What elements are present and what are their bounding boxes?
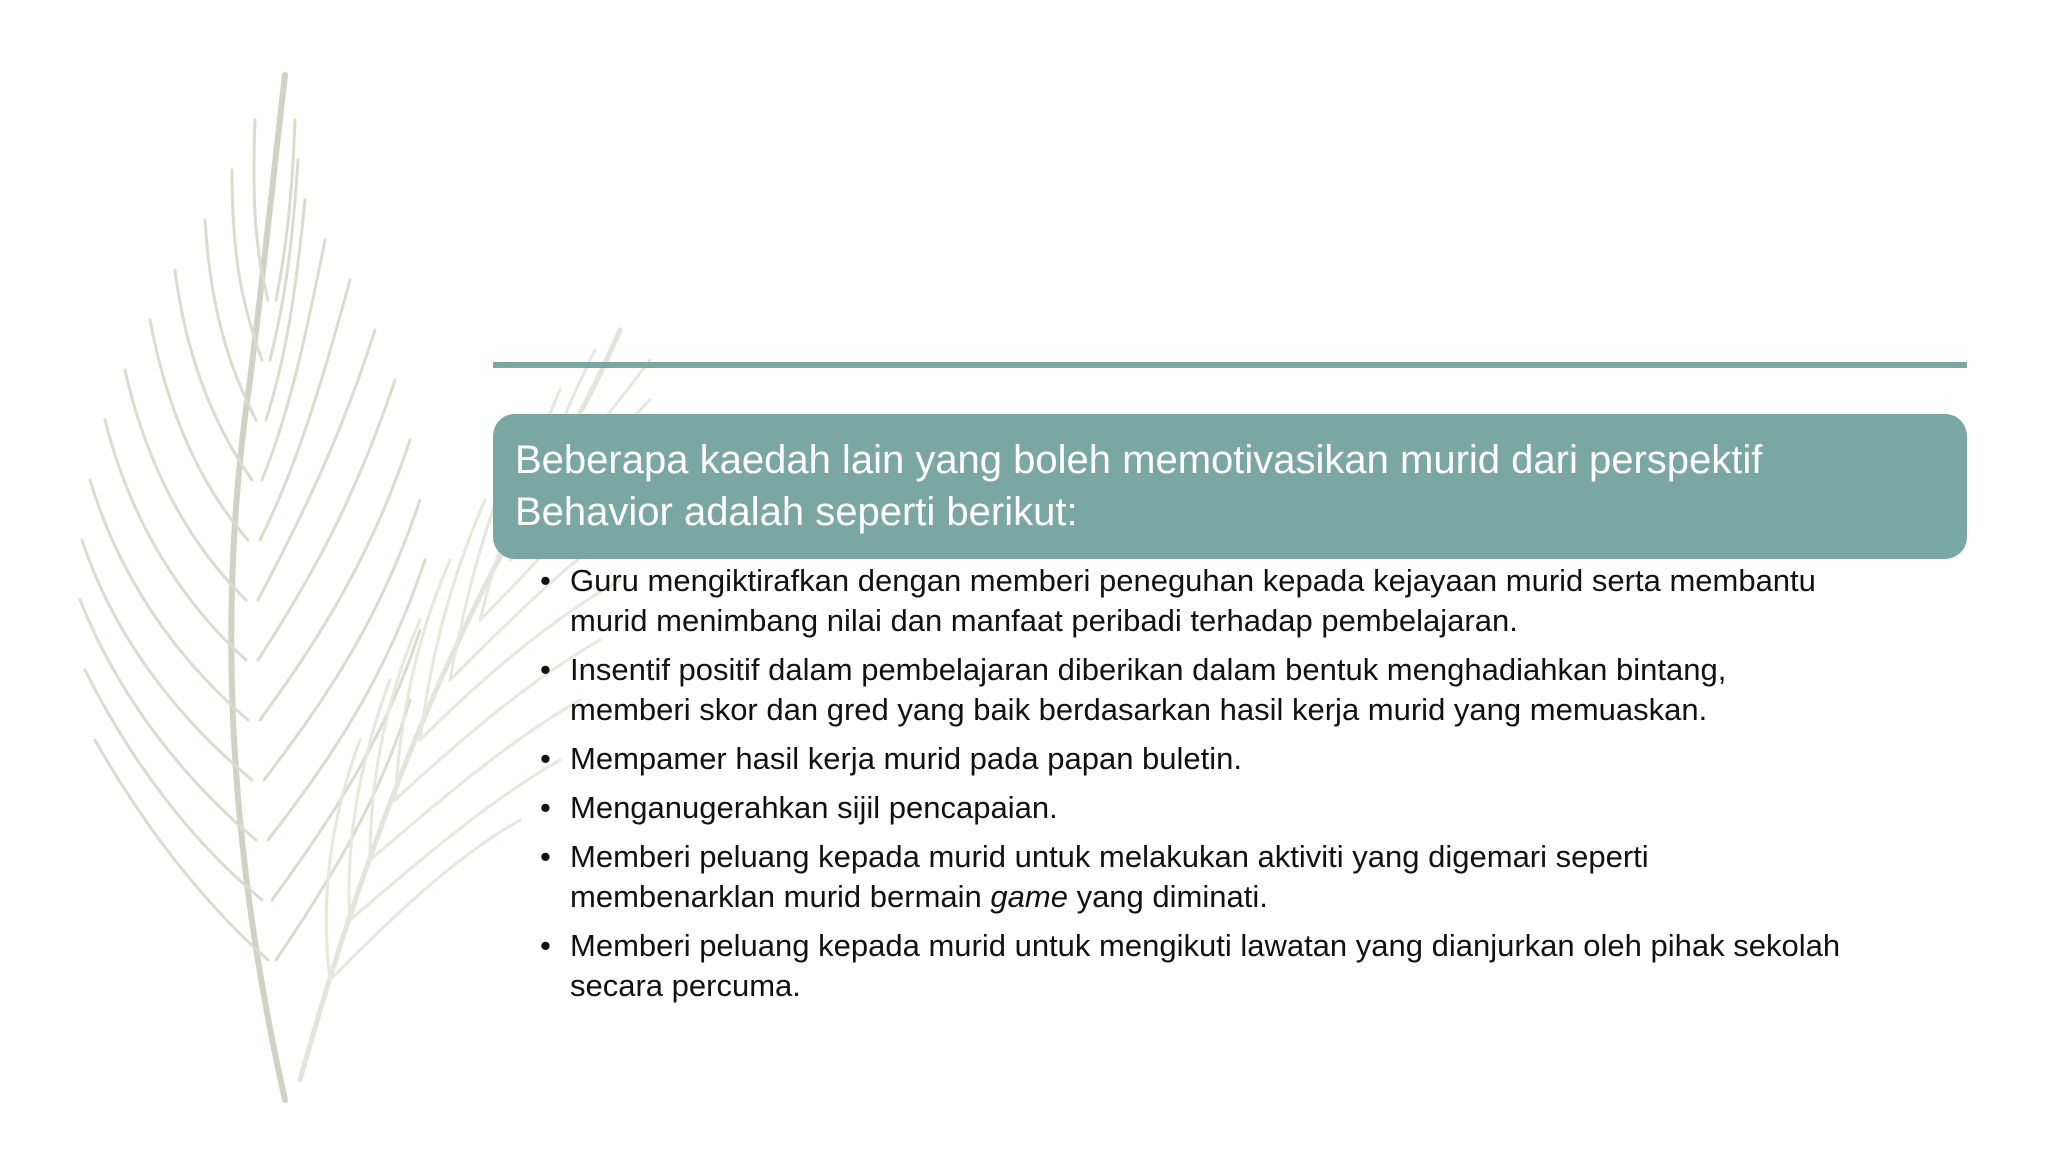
bullet-text: Mempamer hasil kerja murid pada papan buletin. — [570, 741, 1243, 776]
bullet-item-6 — [540, 926, 1960, 1006]
bullet-icon: • — [540, 839, 551, 874]
bullet-text — [570, 877, 1960, 917]
title-banner — [493, 414, 1967, 559]
bullet-text: murid menimbang nilai dan manfaat peribadi terhadap pembelajaran. — [570, 603, 1518, 638]
bullet-item-3 — [540, 739, 1960, 779]
bullet-item-5 — [540, 837, 1960, 917]
bullet-icon: • — [540, 928, 551, 963]
bullet-text-part: membenarklan murid bermain — [570, 879, 991, 914]
bullet-text: Menganugerahkan sijil pencapaian. — [570, 790, 1058, 825]
bullet-text: memberi skor dan gred yang baik berdasarkan hasil kerja murid yang memuaskan. — [570, 692, 1708, 727]
slide-title-line-2: Behavior adalah seperti berikut: — [515, 490, 1078, 534]
bullet-text: Guru mengiktirafkan dengan memberi peneguhan kepada kejayaan murid serta membantu — [570, 563, 1816, 598]
bullet-text: Memberi peluang kepada murid untuk mengikuti lawatan yang dianjurkan oleh pihak sekolah — [570, 928, 1841, 963]
bullet-text: Insentif positif dalam pembelajaran diberikan dalam bentuk menghadiahkan bintang, — [570, 652, 1727, 687]
bullet-text: secara percuma. — [570, 968, 801, 1003]
bullet-item-1 — [540, 561, 1960, 641]
bullet-icon: • — [540, 563, 551, 598]
bullet-list — [540, 561, 1960, 1015]
accent-rule — [493, 362, 1967, 368]
bullet-text-part: yang diminati. — [1067, 879, 1268, 914]
slide-title-line-1: Beberapa kaedah lain yang boleh memotivasikan murid dari perspektif — [515, 438, 1763, 482]
bullet-item-4 — [540, 788, 1960, 828]
bullet-icon: • — [540, 741, 551, 776]
bullet-item-2 — [540, 650, 1960, 730]
bullet-icon: • — [540, 790, 551, 825]
italic-term: game — [990, 879, 1068, 914]
bullet-icon: • — [540, 652, 551, 687]
bullet-text: Memberi peluang kepada murid untuk melakukan aktiviti yang digemari seperti — [570, 839, 1649, 874]
